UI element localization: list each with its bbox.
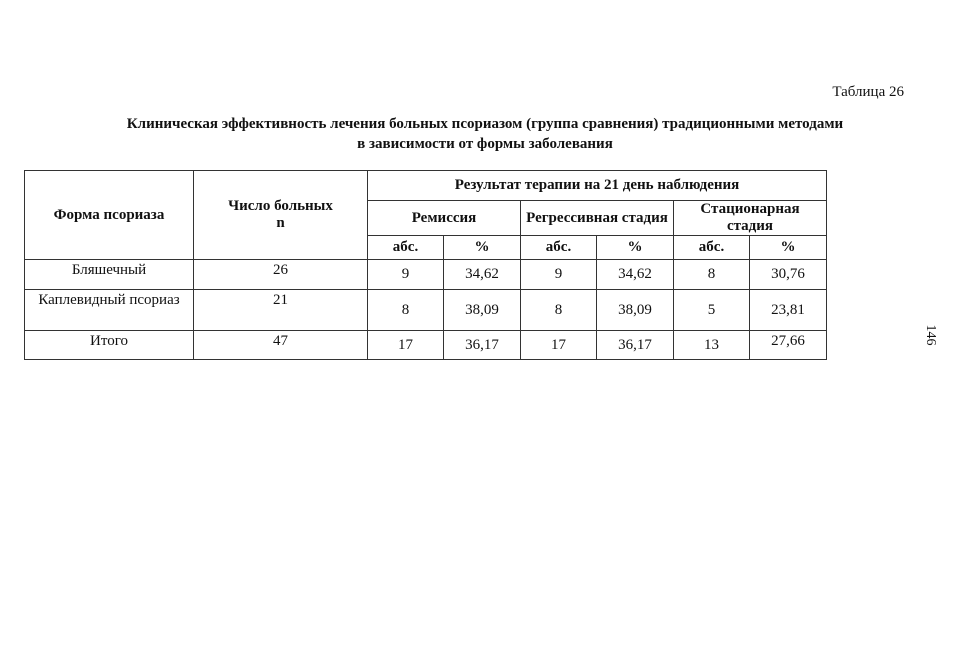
cell-reg-abs: 17 (521, 331, 597, 360)
cell-reg-abs: 9 (521, 260, 597, 290)
header-pct: % (597, 236, 674, 260)
header-abs: абс. (368, 236, 444, 260)
cell-form: Каплевидный псориаз (25, 290, 194, 331)
header-pct: % (444, 236, 521, 260)
cell-form: Бляшечный (25, 260, 194, 290)
header-regressive: Регрессивная стадия (521, 201, 674, 236)
page-title (40, 114, 930, 154)
cell-rem-pct: 36,17 (444, 331, 521, 360)
table-row (25, 331, 827, 360)
cell-n: 26 (194, 260, 368, 290)
header-abs: абс. (521, 236, 597, 260)
cell-stat-pct: 27,66 (750, 331, 827, 360)
table-row (25, 290, 827, 331)
cell-reg-abs: 8 (521, 290, 597, 331)
title-line-1: Клиническая эффективность лечения больных псориазом (группа сравнения) традиционными методами (126, 116, 844, 132)
title-line-2: в зависимости от формы заболевания (357, 136, 613, 152)
header-remission: Ремиссия (368, 201, 521, 236)
header-result: Результат терапии на 21 день наблюдения (368, 171, 827, 201)
cell-stat-pct: 30,76 (750, 260, 827, 290)
cell-rem-abs: 8 (368, 290, 444, 331)
table-label: Таблица 26 (832, 84, 904, 100)
cell-n: 21 (194, 290, 368, 331)
cell-stat-abs: 13 (674, 331, 750, 360)
header-abs: абс. (674, 236, 750, 260)
table-row (25, 260, 827, 290)
cell-rem-pct: 38,09 (444, 290, 521, 331)
cell-reg-pct: 38,09 (597, 290, 674, 331)
results-table (24, 170, 827, 360)
cell-rem-abs: 9 (368, 260, 444, 290)
cell-n: 47 (194, 331, 368, 360)
cell-rem-pct: 34,62 (444, 260, 521, 290)
page-number: 146 (923, 324, 938, 346)
cell-reg-pct: 34,62 (597, 260, 674, 290)
cell-stat-abs: 5 (674, 290, 750, 331)
cell-form: Итого (25, 331, 194, 360)
header-stationary: Стационарная стадия (674, 201, 827, 236)
header-count-label: Число больных (228, 198, 333, 214)
cell-rem-abs: 17 (368, 331, 444, 360)
cell-stat-abs: 8 (674, 260, 750, 290)
header-count (194, 171, 368, 260)
header-row-1 (25, 171, 827, 201)
cell-stat-pct: 23,81 (750, 290, 827, 331)
header-count-n: n (276, 215, 285, 231)
header-form: Форма псориаза (25, 171, 194, 260)
cell-reg-pct: 36,17 (597, 331, 674, 360)
header-pct: % (750, 236, 827, 260)
